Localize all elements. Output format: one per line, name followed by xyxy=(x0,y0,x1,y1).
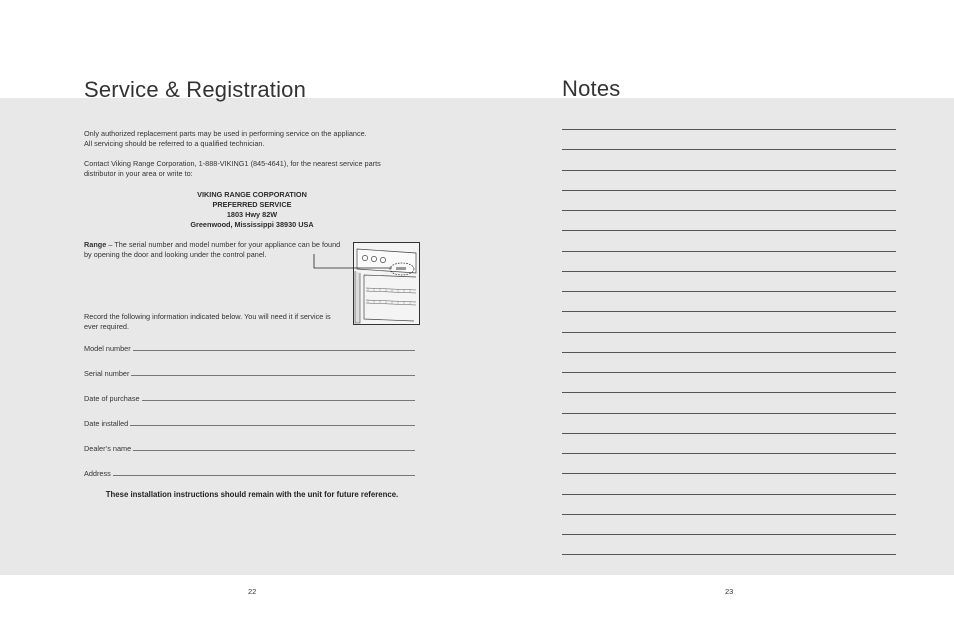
range-serial-paragraph xyxy=(84,240,346,260)
date-of-purchase-field[interactable] xyxy=(84,392,415,403)
parts-line-2: All servicing should be referred to a qualified technician. xyxy=(84,139,265,148)
notes-title: Notes xyxy=(562,76,621,101)
serial-number-line[interactable] xyxy=(131,368,415,376)
parts-line-1: Only authorized replacement parts may be used in performing service on the appliance. xyxy=(84,129,367,138)
dealers-name-line[interactable] xyxy=(133,443,415,451)
left-page-number: 22 xyxy=(248,587,257,596)
replacement-parts-paragraph xyxy=(84,129,414,149)
range-text: – The serial number and model number for your appliance can be found by opening the door and looking under the control panel. xyxy=(84,240,341,259)
notes-rule-line[interactable] xyxy=(562,413,896,414)
address-line[interactable] xyxy=(113,468,415,476)
address-company: VIKING RANGE CORPORATION xyxy=(197,190,307,199)
mailing-address xyxy=(84,190,420,230)
page-title: Service & Registration xyxy=(84,77,307,102)
address-street: 1803 Hwy 82W xyxy=(226,210,278,219)
model-number-line[interactable] xyxy=(133,343,415,351)
notes-rule-line[interactable] xyxy=(562,534,896,535)
notes-rule-line[interactable] xyxy=(562,473,896,474)
model-number-label: Model number xyxy=(84,344,131,353)
range-label: Range xyxy=(84,240,107,249)
notes-rule-line[interactable] xyxy=(562,392,896,393)
notes-rule-line[interactable] xyxy=(562,554,896,555)
address-label: Address xyxy=(84,469,111,478)
address-city: Greenwood, Mississippi 38930 USA xyxy=(190,220,314,229)
notes-rule-line[interactable] xyxy=(562,210,896,211)
notes-rule-line[interactable] xyxy=(562,332,896,333)
notes-rule-line[interactable] xyxy=(562,271,896,272)
notes-rule-line[interactable] xyxy=(562,129,896,130)
notes-rule-line[interactable] xyxy=(562,291,896,292)
record-info-paragraph: Record the following information indicated below. You will need it if service is ever required. xyxy=(84,312,331,331)
notes-rule-line[interactable] xyxy=(562,230,896,231)
model-number-field[interactable] xyxy=(84,342,415,353)
notes-rule-line[interactable] xyxy=(562,170,896,171)
range-serial-location-illustration xyxy=(353,242,420,325)
dealers-name-label: Dealer’s name xyxy=(84,444,132,453)
dealers-name-field[interactable] xyxy=(84,442,415,453)
contact-line-1: Contact Viking Range Corporation, 1-888-VIKING1 (845-4641), for the nearest service parts xyxy=(84,159,381,168)
date-of-purchase-label: Date of purchase xyxy=(84,394,140,403)
notes-rule-line[interactable] xyxy=(562,514,896,515)
notes-rule-line[interactable] xyxy=(562,190,896,191)
notes-rule-line[interactable] xyxy=(562,352,896,353)
notes-rule-line[interactable] xyxy=(562,311,896,312)
notes-rule-line[interactable] xyxy=(562,494,896,495)
date-installed-label: Date installed xyxy=(84,419,129,428)
date-installed-line[interactable] xyxy=(130,418,415,426)
notes-rule-line[interactable] xyxy=(562,149,896,150)
contact-line-2: distributor in your area or write to: xyxy=(84,169,193,178)
serial-number-field[interactable] xyxy=(84,367,415,378)
range-drawing-icon xyxy=(354,243,419,324)
address-field[interactable] xyxy=(84,467,415,478)
notes-rule-line[interactable] xyxy=(562,453,896,454)
right-page-number: 23 xyxy=(725,587,734,596)
contact-paragraph xyxy=(84,159,414,179)
retain-instructions-note: These installation instructions should remain with the unit for future reference. xyxy=(105,490,399,499)
notes-rule-line[interactable] xyxy=(562,372,896,373)
address-department: PREFERRED SERVICE xyxy=(212,200,292,209)
serial-number-label: Serial number xyxy=(84,369,130,378)
date-installed-field[interactable] xyxy=(84,417,415,428)
date-of-purchase-line[interactable] xyxy=(142,393,415,401)
notes-rule-line[interactable] xyxy=(562,251,896,252)
notes-rule-line[interactable] xyxy=(562,433,896,434)
